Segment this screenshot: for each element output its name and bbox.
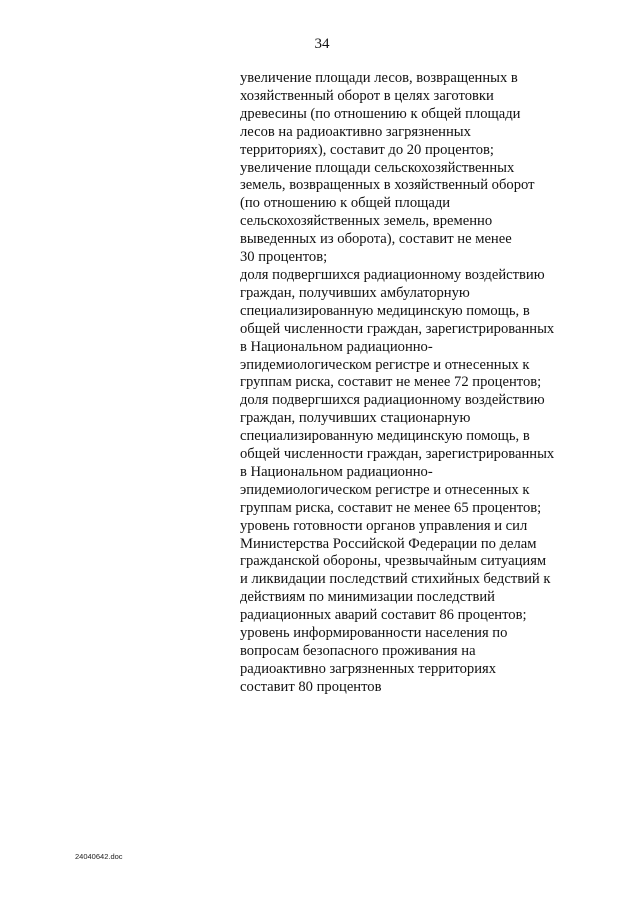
text-line: группам риска, составит не менее 72 процентов; bbox=[240, 374, 542, 391]
text-line: доля подвергшихся радиационному воздействию bbox=[240, 392, 545, 409]
text-line: лесов на радиоактивно загрязненных bbox=[240, 123, 471, 140]
text-line: сельскохозяйственных земель, временно bbox=[240, 213, 493, 230]
text-line: радиационных аварий составит 86 процентов; bbox=[240, 607, 527, 624]
text-line: действиям по минимизации последствий bbox=[240, 589, 495, 606]
text-line: составит 80 процентов bbox=[240, 678, 382, 695]
text-line: специализированную медицинскую помощь, в bbox=[240, 428, 530, 445]
text-line: увеличение площади лесов, возвращенных в bbox=[240, 70, 518, 86]
text-line: и ликвидации последствий стихийных бедствий к bbox=[240, 571, 551, 588]
text-line: общей численности граждан, зарегистрированных bbox=[240, 446, 555, 463]
text-line: увеличение площади сельскохозяйственных bbox=[240, 159, 515, 176]
text-line: эпидемиологическом регистре и отнесенных к bbox=[240, 481, 530, 498]
text-line: хозяйственный оборот в целях заготовки bbox=[240, 87, 494, 104]
text-line: уровень информированности населения по bbox=[240, 625, 508, 642]
text-line: (по отношению к общей площади bbox=[240, 195, 451, 212]
text-line: эпидемиологическом регистре и отнесенных к bbox=[240, 356, 530, 373]
page-number: 34 bbox=[314, 36, 330, 52]
text-line: специализированную медицинскую помощь, в bbox=[240, 302, 530, 319]
text-line: 30 процентов; bbox=[240, 249, 328, 266]
text-line: граждан, получивших стационарную bbox=[240, 410, 471, 427]
text-line: вопросам безопасного проживания на bbox=[240, 643, 476, 659]
document-body bbox=[240, 70, 554, 697]
text-line: в Национальном радиационно- bbox=[240, 463, 433, 480]
text-line: группам риска, составит не менее 65 процентов; bbox=[240, 499, 542, 516]
text-line: в Национальном радиационно- bbox=[240, 338, 433, 355]
text-line: радиоактивно загрязненных территориях bbox=[240, 660, 497, 677]
text-line: выведенных из оборота), составит не менее bbox=[240, 231, 512, 248]
text-line: граждан, получивших амбулаторную bbox=[240, 284, 470, 301]
text-line: доля подвергшихся радиационному воздействию bbox=[240, 266, 545, 283]
text-line: земель, возвращенных в хозяйственный оборот bbox=[240, 177, 535, 194]
text-line: уровень готовности органов управления и сил bbox=[240, 517, 528, 534]
text-line: древесины (по отношению к общей площади bbox=[240, 105, 521, 122]
text-line: Министерства Российской Федерации по делам bbox=[240, 535, 537, 552]
text-line: общей численности граждан, зарегистрированных bbox=[240, 320, 555, 337]
footer-filename: 24040642.doc bbox=[75, 852, 123, 861]
text-line: гражданской обороны, чрезвычайным ситуациям bbox=[240, 553, 547, 570]
text-line: территориях), составит до 20 процентов; bbox=[240, 141, 494, 158]
